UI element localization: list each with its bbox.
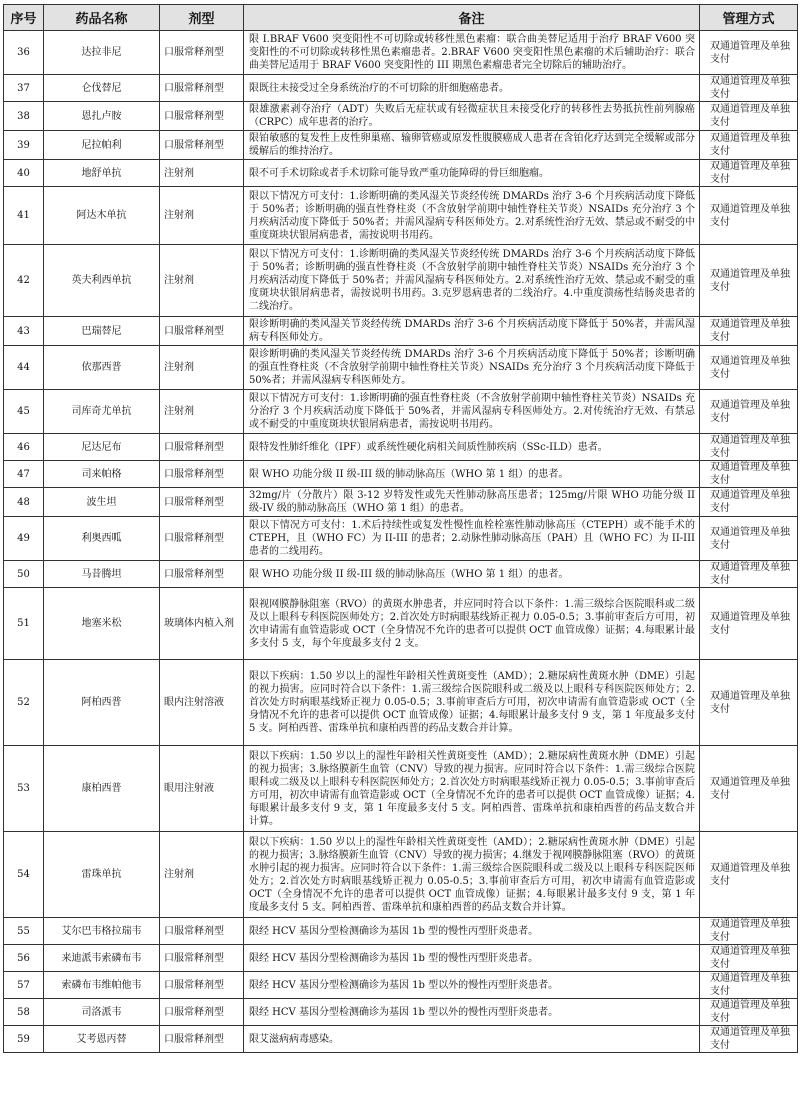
table-row	[4, 1026, 798, 1053]
drug-name: 马昔腾坦	[44, 561, 160, 588]
header-drug-name: 药品名称	[44, 5, 160, 31]
management-method: 双通道管理及单独支付	[700, 832, 798, 918]
table-row	[4, 346, 798, 390]
management-method: 双通道管理及单独支付	[700, 317, 798, 346]
header-dosage-form: 剂型	[160, 5, 244, 31]
dosage-form: 口服常释剂型	[160, 131, 244, 160]
management-method: 双通道管理及单独支付	[700, 918, 798, 945]
drug-name: 司库奇尤单抗	[44, 390, 160, 434]
drug-name: 地塞米松	[44, 588, 160, 660]
remarks: 限 I.BRAF V600 突变阳性不可切除或转移性黑色素瘤：联合曲美替尼适用于治疗 BRAF V600 突变阳性的不可切除或转移性黑色素瘤患者。2.BRAF V600 突变阳性黑色素瘤的术后辅助治疗：联合曲美替尼适用于 BRAF V600 突变阳性的 III 期黑色素瘤患者完全切除后的辅助治疗。	[244, 31, 700, 75]
management-method: 双通道管理及单独支付	[700, 945, 798, 972]
table-row	[4, 999, 798, 1026]
drug-name: 仑伐替尼	[44, 75, 160, 102]
row-number: 44	[4, 346, 44, 390]
remarks: 32mg/片（分散片）限 3-12 岁特发性或先天性肺动脉高压患者；125mg/片限 WHO 功能分级 II 级-IV 级的肺动脉高压（WHO 第 1 组）的患者。	[244, 488, 700, 517]
dosage-form: 口服常释剂型	[160, 488, 244, 517]
table-row	[4, 746, 798, 832]
dosage-form: 口服常释剂型	[160, 75, 244, 102]
management-method: 双通道管理及单独支付	[700, 75, 798, 102]
table-row	[4, 390, 798, 434]
table-row	[4, 75, 798, 102]
drug-name: 达拉非尼	[44, 31, 160, 75]
remarks: 限经 HCV 基因分型检测确诊为基因 1b 型的慢性丙型肝炎患者。	[244, 918, 700, 945]
remarks: 限经 HCV 基因分型检测确诊为基因 1b 型的慢性丙型肝炎患者。	[244, 945, 700, 972]
remarks: 限特发性肺纤维化（IPF）或系统性硬化病相关间质性肺疾病（SSc-ILD）患者。	[244, 434, 700, 461]
remarks: 限诊断明确的类风湿关节炎经传统 DMARDs 治疗 3-6 个月疾病活动度下降低于 50%者；诊断明确的强直性脊柱炎（不含放射学前期中轴性脊柱关节炎）NSAIDs 充分治疗 3 个月疾病活动度下降低于 50%者；并需风湿病专科医师处方。	[244, 346, 700, 390]
remarks: 限诊断明确的类风湿关节炎经传统 DMARDs 治疗 3-6 个月疾病活动度下降低于 50%者，并需风湿病专科医师处方。	[244, 317, 700, 346]
remarks: 限以下情况方可支付：1.诊断明确的类风湿关节炎经传统 DMARDs 治疗 3-6 个月疾病活动度下降低于 50%者；诊断明确的强直性脊柱炎（不含放射学前期中轴性脊柱关节炎）NSAIDs 充分治疗 3 个月疾病活动度下降低于 50%者；并需风湿病专科医师处方。2.对系统性治疗无效、禁忌或不耐受的重度斑块状银屑病患者，需按说明书用药。3.克罗恩病患者的二线治疗。4.中重度溃疡性结肠炎患者的二线治疗。	[244, 245, 700, 317]
row-number: 51	[4, 588, 44, 660]
dosage-form: 口服常释剂型	[160, 102, 244, 131]
remarks: 限铂敏感的复发性上皮性卵巢癌、输卵管癌或原发性腹膜癌成人患者在含铂化疗达到完全缓解或部分缓解后的维持治疗。	[244, 131, 700, 160]
dosage-form: 口服常释剂型	[160, 31, 244, 75]
row-number: 38	[4, 102, 44, 131]
management-method: 双通道管理及单独支付	[700, 561, 798, 588]
table-row	[4, 461, 798, 488]
dosage-form: 注射剂	[160, 832, 244, 918]
drug-name: 波生坦	[44, 488, 160, 517]
remarks: 限以下疾病：1.50 岁以上的湿性年龄相关性黄斑变性（AMD）；2.糖尿病性黄斑水肿（DME）引起的视力损害；3.脉络膜新生血管（CNV）导致的视力损害；4.继发于视网膜静脉阻塞（RVO）的黄斑水肿引起的视力损害。应同时符合以下条件：1.需三级综合医院眼科或二级及以上眼科专科医院医师处方；2.首次处方时病眼基线矫正视力 0.05-0.5；3.事前审查后方可用，初次申请需有血管造影或 OCT（全身情况不允许的患者可以提供 OCT 血管成像）证据；4.每眼累计最多支付 9 支，第 1 年度最多支付 5 支。阿柏西普、雷珠单抗和康柏西普的药品支数合并计算。	[244, 832, 700, 918]
dosage-form: 口服常释剂型	[160, 1026, 244, 1053]
remarks: 限艾滋病病毒感染。	[244, 1026, 700, 1053]
header-row	[4, 5, 798, 31]
dosage-form: 注射剂	[160, 245, 244, 317]
row-number: 45	[4, 390, 44, 434]
table-row	[4, 660, 798, 746]
management-method: 双通道管理及单独支付	[700, 31, 798, 75]
row-number: 55	[4, 918, 44, 945]
drug-name: 利奥西呱	[44, 517, 160, 561]
table-row	[4, 102, 798, 131]
table-row	[4, 317, 798, 346]
management-method: 双通道管理及单独支付	[700, 746, 798, 832]
drug-name: 阿达木单抗	[44, 187, 160, 245]
table-row	[4, 945, 798, 972]
row-number: 41	[4, 187, 44, 245]
dosage-form: 口服常释剂型	[160, 434, 244, 461]
table-row	[4, 588, 798, 660]
drug-name: 艾尔巴韦格拉瑞韦	[44, 918, 160, 945]
row-number: 49	[4, 517, 44, 561]
row-number: 57	[4, 972, 44, 999]
table-row	[4, 561, 798, 588]
management-method: 双通道管理及单独支付	[700, 660, 798, 746]
remarks: 限以下情况方可支付：1.诊断明确的强直性脊柱炎（不含放射学前期中轴性脊柱关节炎）NSAIDs 充分治疗 3 个月疾病活动度下降低于 50%者，并需风湿病专科医师处方。2.对传统治疗无效、有禁忌或不耐受的中重度斑块状银屑病患者，需按说明书用药。	[244, 390, 700, 434]
drug-name: 恩扎卢胺	[44, 102, 160, 131]
dosage-form: 口服常释剂型	[160, 461, 244, 488]
dosage-form: 口服常释剂型	[160, 918, 244, 945]
remarks: 限既往未接受过全身系统治疗的不可切除的肝细胞癌患者。	[244, 75, 700, 102]
remarks: 限以下情况方可支付：1.诊断明确的类风湿关节炎经传统 DMARDs 治疗 3-6 个月疾病活动度下降低于 50%者；诊断明确的强直性脊柱炎（不含放射学前期中轴性脊柱关节炎）NSAIDs 充分治疗 3 个月疾病活动度下降低于 50%者；并需风湿病专科医师处方。2.对系统性治疗无效、禁忌或不耐受的中重度斑块状银屑病患者，需按说明书用药。	[244, 187, 700, 245]
management-method: 双通道管理及单独支付	[700, 972, 798, 999]
row-number: 40	[4, 160, 44, 187]
management-method: 双通道管理及单独支付	[700, 245, 798, 317]
row-number: 47	[4, 461, 44, 488]
row-number: 36	[4, 31, 44, 75]
dosage-form: 注射剂	[160, 346, 244, 390]
remarks: 限视网膜静脉阻塞（RVO）的黄斑水肿患者，并应同时符合以下条件：1.需三级综合医院眼科或二级及以上眼科专科医院医师处方；2.首次处方时病眼基线矫正视力 0.05-0.5；3.事前审查后方可用，初次申请需有血管造影或 OCT（全身情况不允许的患者可以提供 OCT 血管成像）证据；4.每眼累计最多支付 5 支，每个年度最多支付 2 支。	[244, 588, 700, 660]
drug-name: 地舒单抗	[44, 160, 160, 187]
dosage-form: 口服常释剂型	[160, 945, 244, 972]
table-row	[4, 434, 798, 461]
table-row	[4, 832, 798, 918]
remarks: 限经 HCV 基因分型检测确诊为基因 1b 型以外的慢性丙型肝炎患者。	[244, 999, 700, 1026]
drug-name: 尼拉帕利	[44, 131, 160, 160]
dosage-form: 注射剂	[160, 187, 244, 245]
drug-name: 司来帕格	[44, 461, 160, 488]
remarks: 限经 HCV 基因分型检测确诊为基因 1b 型以外的慢性丙型肝炎患者。	[244, 972, 700, 999]
management-method: 双通道管理及单独支付	[700, 434, 798, 461]
table-row	[4, 187, 798, 245]
management-method: 双通道管理及单独支付	[700, 517, 798, 561]
drug-name: 依那西普	[44, 346, 160, 390]
table-row	[4, 160, 798, 187]
header-remarks: 备注	[244, 5, 700, 31]
table-row	[4, 245, 798, 317]
drug-name: 来迪派韦索磷布韦	[44, 945, 160, 972]
drug-name: 阿柏西普	[44, 660, 160, 746]
drug-name: 艾考恩丙替	[44, 1026, 160, 1053]
row-number: 46	[4, 434, 44, 461]
drug-name: 尼达尼布	[44, 434, 160, 461]
row-number: 52	[4, 660, 44, 746]
row-number: 50	[4, 561, 44, 588]
table-row	[4, 488, 798, 517]
management-method: 双通道管理及单独支付	[700, 588, 798, 660]
dosage-form: 口服常释剂型	[160, 561, 244, 588]
remarks: 限以下情况方可支付：1.术后持续性或复发性慢性血栓栓塞性肺动脉高压（CTEPH）或不能手术的 CTEPH，且（WHO FC）为 II-III 的患者；2.动脉性肺动脉高压（PAH）且（WHO FC）为 II-III 患者的二线用药。	[244, 517, 700, 561]
drug-name: 索磷布韦维帕他韦	[44, 972, 160, 999]
row-number: 42	[4, 245, 44, 317]
dosage-form: 注射剂	[160, 390, 244, 434]
dosage-form: 口服常释剂型	[160, 517, 244, 561]
dosage-form: 口服常释剂型	[160, 972, 244, 999]
dosage-form: 眼内注射溶液	[160, 660, 244, 746]
drug-name: 巴瑞替尼	[44, 317, 160, 346]
row-number: 54	[4, 832, 44, 918]
management-method: 双通道管理及单独支付	[700, 1026, 798, 1053]
dosage-form: 口服常释剂型	[160, 999, 244, 1026]
row-number: 59	[4, 1026, 44, 1053]
row-number: 56	[4, 945, 44, 972]
remarks: 限 WHO 功能分级 II 级-III 级的肺动脉高压（WHO 第 1 组）的患者。	[244, 561, 700, 588]
row-number: 37	[4, 75, 44, 102]
management-method: 双通道管理及单独支付	[700, 160, 798, 187]
management-method: 双通道管理及单独支付	[700, 187, 798, 245]
header-management: 管理方式	[700, 5, 798, 31]
row-number: 43	[4, 317, 44, 346]
management-method: 双通道管理及单独支付	[700, 461, 798, 488]
row-number: 39	[4, 131, 44, 160]
remarks: 限以下疾病：1.50 岁以上的湿性年龄相关性黄斑变性（AMD）；2.糖尿病性黄斑水肿（DME）引起的视力损害。应同时符合以下条件：1.需三级综合医院眼科或二级及以上眼科专科医院医师处方；2.首次处方时病眼基线矫正视力 0.05-0.5；3.事前审查后方可用，初次申请需有血管造影或 OCT（全身情况不允许的患者可以提供 OCT 血管成像）证据；4.每眼累计最多支付 9 支，第 1 年度最多支付 5 支。阿柏西普、雷珠单抗和康柏西普的药品支数合并计算。	[244, 660, 700, 746]
dosage-form: 口服常释剂型	[160, 317, 244, 346]
management-method: 双通道管理及单独支付	[700, 390, 798, 434]
row-number: 53	[4, 746, 44, 832]
table-row	[4, 972, 798, 999]
dosage-form: 玻璃体内植入剂	[160, 588, 244, 660]
remarks: 限不可手术切除或者手术切除可能导致严重功能障碍的骨巨细胞瘤。	[244, 160, 700, 187]
management-method: 双通道管理及单独支付	[700, 346, 798, 390]
dosage-form: 注射剂	[160, 160, 244, 187]
table-row	[4, 31, 798, 75]
remarks: 限雄激素剥夺治疗（ADT）失败后无症状或有轻微症状且未接受化疗的转移性去势抵抗性前列腺癌（CRPC）成年患者的治疗。	[244, 102, 700, 131]
drug-name: 雷珠单抗	[44, 832, 160, 918]
header-number: 序号	[4, 5, 44, 31]
management-method: 双通道管理及单独支付	[700, 999, 798, 1026]
table-row	[4, 918, 798, 945]
management-method: 双通道管理及单独支付	[700, 131, 798, 160]
management-method: 双通道管理及单独支付	[700, 488, 798, 517]
remarks: 限 WHO 功能分级 II 级-III 级的肺动脉高压（WHO 第 1 组）的患者。	[244, 461, 700, 488]
row-number: 48	[4, 488, 44, 517]
remarks: 限以下疾病：1.50 岁以上的湿性年龄相关性黄斑变性（AMD）；2.糖尿病性黄斑水肿（DME）引起的视力损害；3.脉络膜新生血管（CNV）导致的视力损害。应同时符合以下条件：1.需三级综合医院眼科或二级及以上眼科专科医院医师处方；2.首次处方时病眼基线矫正视力 0.05-0.5；3.事前审查后方可用，初次申请需有血管造影或 OCT（全身情况不允许的患者可以提供 OCT 血管成像）证据；4.每眼累计最多支付 9 支，第 1 年度最多支付 5 支。阿柏西普、雷珠单抗和康柏西普的药品支数合并计算。	[244, 746, 700, 832]
drug-name: 康柏西普	[44, 746, 160, 832]
management-method: 双通道管理及单独支付	[700, 102, 798, 131]
row-number: 58	[4, 999, 44, 1026]
dosage-form: 眼用注射液	[160, 746, 244, 832]
drug-name: 英夫利西单抗	[44, 245, 160, 317]
table-row	[4, 131, 798, 160]
table-body	[4, 31, 798, 1053]
drug-name: 司洛派韦	[44, 999, 160, 1026]
drug-table	[3, 4, 798, 1053]
table-row	[4, 517, 798, 561]
